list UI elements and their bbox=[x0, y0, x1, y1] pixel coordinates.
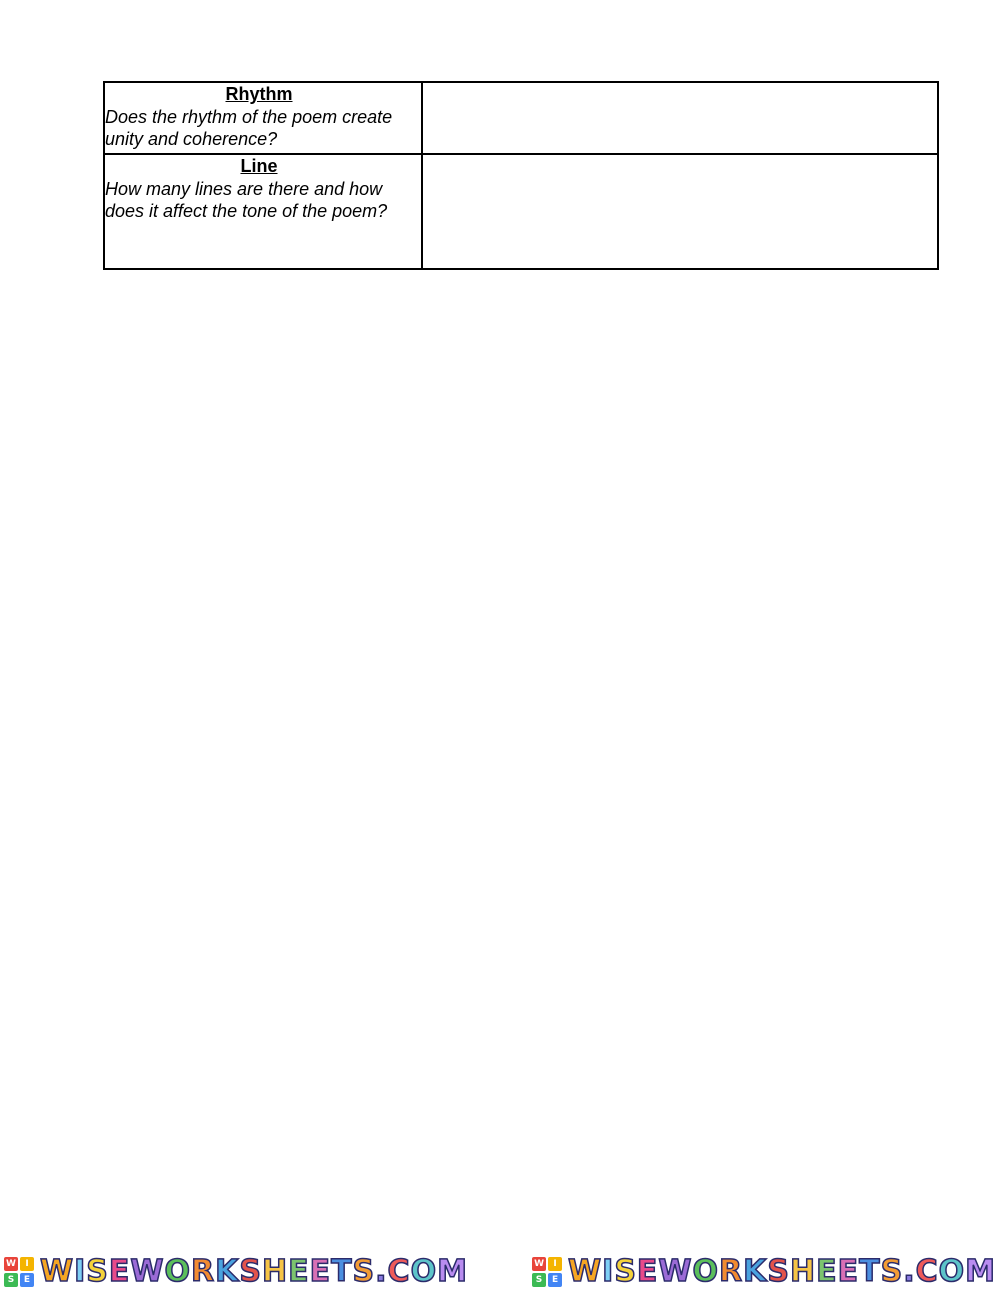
footer-watermark bbox=[0, 1252, 1000, 1291]
brand-letter: H bbox=[790, 1253, 817, 1289]
brand-letter: T bbox=[859, 1253, 881, 1289]
brand-text bbox=[568, 1255, 996, 1289]
brand-watermark-1 bbox=[4, 1255, 468, 1289]
poem-analysis-table bbox=[103, 81, 939, 270]
brand-text bbox=[40, 1255, 468, 1289]
brand-letter: . bbox=[903, 1253, 916, 1289]
brand-letter: H bbox=[261, 1253, 289, 1289]
line-heading: Line bbox=[240, 156, 278, 176]
brand-letter: S bbox=[239, 1253, 262, 1289]
brand-letter: R bbox=[190, 1253, 216, 1289]
brand-letter: W bbox=[568, 1253, 603, 1289]
answer-cell-line[interactable] bbox=[422, 154, 938, 269]
rhythm-question: Does the rhythm of the poem create unity and coherence? bbox=[105, 106, 393, 149]
brand-letter: T bbox=[331, 1253, 353, 1289]
brand-letter: W bbox=[658, 1253, 693, 1289]
line-answer-field[interactable] bbox=[423, 155, 937, 268]
brand-letter: I bbox=[74, 1253, 87, 1289]
brand-letter: M bbox=[965, 1253, 996, 1289]
brand-letter: . bbox=[375, 1253, 388, 1289]
rhythm-heading: Rhythm bbox=[225, 84, 293, 104]
brand-logo-icon: W I S E bbox=[4, 1257, 34, 1287]
brand-letter: K bbox=[743, 1253, 768, 1289]
brand-letter: K bbox=[215, 1253, 240, 1289]
brand-letter: E bbox=[288, 1253, 310, 1289]
brand-letter: E bbox=[309, 1253, 332, 1289]
line-question: How many lines are there and how does it affect the tone of the poem? bbox=[105, 178, 388, 221]
answer-cell-rhythm[interactable] bbox=[422, 82, 938, 154]
brand-watermark-2 bbox=[532, 1255, 996, 1289]
brand-letter: E bbox=[108, 1253, 131, 1289]
brand-letter: O bbox=[410, 1253, 438, 1289]
brand-letter: R bbox=[719, 1253, 744, 1289]
brand-letter: O bbox=[692, 1253, 720, 1289]
brand-letter: W bbox=[130, 1253, 165, 1289]
brand-letter: I bbox=[602, 1253, 615, 1289]
brand-letter: O bbox=[164, 1253, 191, 1289]
brand-logo-icon: W I S E bbox=[532, 1257, 562, 1287]
brand-letter: S bbox=[880, 1253, 904, 1289]
brand-letter: E bbox=[837, 1253, 860, 1289]
brand-letter: E bbox=[816, 1253, 838, 1289]
table-row-rhythm bbox=[104, 82, 938, 154]
prompt-cell-line bbox=[104, 154, 422, 269]
brand-letter: M bbox=[437, 1253, 468, 1289]
table-row-line bbox=[104, 154, 938, 269]
brand-letter: S bbox=[352, 1253, 376, 1289]
brand-letter: E bbox=[636, 1253, 659, 1289]
brand-letter: S bbox=[614, 1253, 637, 1289]
prompt-cell-rhythm bbox=[104, 82, 422, 154]
brand-letter: S bbox=[86, 1253, 109, 1289]
brand-letter: C bbox=[915, 1253, 939, 1289]
brand-letter: C bbox=[387, 1253, 411, 1289]
brand-letter: S bbox=[767, 1253, 790, 1289]
brand-letter: O bbox=[938, 1253, 966, 1289]
brand-letter: W bbox=[40, 1253, 75, 1289]
rhythm-answer-field[interactable] bbox=[423, 83, 937, 153]
